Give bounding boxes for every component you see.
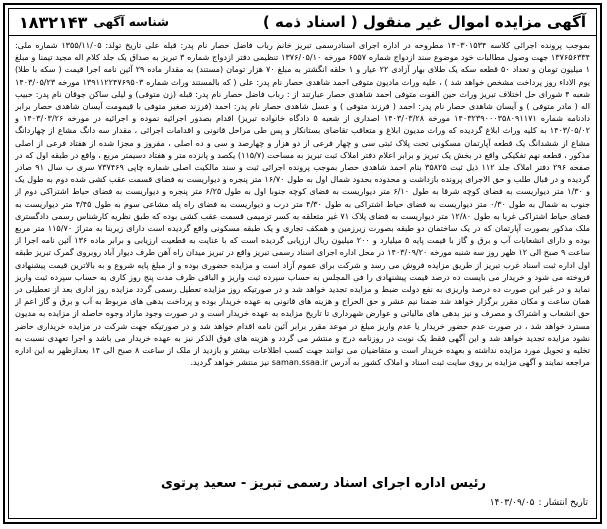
notice-title: آگهی مزایده اموال غیر منقول ( اسناد ذمه )	[262, 13, 586, 31]
notice-frame	[8, 8, 597, 519]
notice-body-text: بموجب پرونده اجرائی کلاسه ۱۴۰۳۰۱۵۳۴ مطروحه در اداره اجرای اسنادرسمی تبریز خانم رباب فاضل حصار نام پدر: قبله علی تاریخ تولد: ۱۳۵۵/۱۱/۰۵ شماره ملی: ۱۳۷۶۵۶۳۳۴ جهت وصول مطالبات خود موضوع سند ازدواج شماره ۶۵۵۷ مورخه ۱۳۷۶/۰۵/۱۰ تنظیمی دفتر ازدواج شماره ۳ تبریز به صداق یک جلد کلام اله مجید تیمنا و مبلغ ۱ میلیون تومان و تعداد ۵۰ قطعه سکه یک طلای بهار آزادی ۲۲ عیار و ۱ حلقه انگشتر به مبلغ ۷۰ هزار تومان (مستند) به مقدار ماده ۲۹ آئین نامه اجرا قیمت ( سکه با طلا) یوم الاداء روز پرداخت مشخص خواهد شد ) ، علیه وراث مادیون متوفی احمد شاهدی حصار نام پدر: علی ( که بالمستند وراث شماره ۱۳۹۱۱۲۲۴۷۶۹۵۰۳ مورخه ۱۴۰۳/۰۵/۲۳ شعبه ۴ شورای حل اختلاف تبریز وراث حین الفوت متوفی احمد شاهدی حصار عبارتند از : رباب فاضل حصار نام پدر: قبله (زن متوفی) و لیلی ساکن جوقان نام پدر: حبیب اله ( مادر متوفی ) و آیسان شاهدی حصار نام پدر: احمد ( فرزند متوفی ) و عسل شاهدی حصار نام پدر: احمد (فرزند صغیر متوفی با قیمومت آیسان شاهدی حصار برابر دادنامه شماره ۱۴۰۳۲۳۹۰۰۰۳۵۸۰۹۱۱۷۱ مورخه ۱۴۰۳/۰۳/۲۸ اصداری از شعبه ۵ دادگاه خانواده تبریز) اقدام بصدور اجرائیه نموده و اجرائیه در مورخه ۱۴۰۳/۰۳/۲۶ و ۱۴۰۳/۰۵/۰۲ به کلیه وراث ابلاغ گردیده که وراث مدیون ابلاغ و متعاقب تقاضای بستانکار و پس طی مراحل قانونی و اقدامات اجرائی ، مقدار سه دانگ مشاع از چهاردانگ مشاع از ششدانگ یک قطعه آپارتمان مسکونی تحت پلاک ثبتی سی و چهار فرعی از دو هزار و چهارصد و سی و ده اصلی ، مفروز و مجزا شده از هفتاد فرعی از اصلی مذکور ، قطعه نهم تفکیکی واقع در بخش یک تبریز و برابر اعلام دفتر املاک ثبت تبریز به مساحت (۱۱۵/۷) یکصد و پانزده متر و هفتاد دسیمتر مربع ، واقع در طبقه اول که در صفحه ۲۹۶ دفتر املاک جلد ۱۱۲ ذیل ثبت ۳۵۸۲۵ بنام احمد شاهدی حصار بموجب پرونده اجرائی ثبت و سند مالکیت اصلی شماره چاپی ۷۳۷۴۶۹ سری ب سال ۹۱ صادر گردیده و در قبال طلب و حق الاجرای پرونده بازداشت و محدوده بحدود شمال اول به طول ۱۶/۷۰ متر پنجره و دیواریست به فضای قسمت عقب کشی شده دوم به طول یک و ۱/۳۰ متر دیواریست به فضای کوچه شرقا به طول ۶/۱۰ متر دیواریست به فضای کوچه جنوبا اول به طول ۶/۲۵ متر پنجره و دیواریست به فضای حیاط اشتراکی دوم از جنوب به شمال به طول ۰/۳۰ متر دیواریست به فضای حیاط اشتراکی به طول ۴/۳۰ متر درب و دیواریست به فضای راه پله مشاعی سوم به طول ۴/۴۵ متر دیواریست به فضای حیاط اشتراکی غربا به طول ۱۲/۸۰ متر دیواریست به فضای پلاک ۷۱ غیر متعلقه به کسر ترمیمی قسمت عقب کشی بوده که طبق نظریه کارشناس رسمی دادگستری ملک مذکور بصورت آپارتمان که در یک ساختمان دو طبقه بصورت زیرزمین و همکف تجاری و یک طبقه مسکونی واقع گردیده است دارای زیربنا به متراژ ۱۱۵/۷۰ متر مربع بوده و دارای انشعابات آب و برق و گاز با قیمت پایه ۵ میلیارد و ۲۰۰ میلیون ریال ارزیابی گردیده است که با عنایت به قطعیت ارزیابی و برابر ماده ۱۳۶ آئین نامه اجرا از ساعت ۹ صبح الی ۱۲ ظهر روز سه شنبه مورخه ۱۴۰۳/۰۹/۲۰ در محل اداره اجرای اسناد رسمی تبریز واقع در تبریز میدان راه آهن طرف دیوار آباد روبروی گمرک تبریز طبقه اول اداره ثبت اسناد غرب تبریز از طریق مزایده فروش می رسد و شرکت برای عموم آزاد است و مزایده حضوری بوده و از مبلغ پایه شروع و به بالاترین قیمت پیشنهادی فروخته می شود و خریدار می بایست ده درصد قیمت پیشنهادی را فی المجلس به حساب سپرده ثبت واریز و الباقی ظرف مدت پنج روز کاری به حساب سپرده ثبت واریز نماید و در غیر این صورت ده درصد واریزی به نفع دولت ضبط و مزایده تجدید خواهد شد و در صورتیکه روز مزایده تعطیل رسمی گردد مزایده روز اداری بعد از تعطیلی در همان ساعت و مکان مقرر برگزار خواهد شد ضمنا نیم عشر و حق الحراج و هزینه های قانونی به عهده خریدار بوده و پرداخت بدهی های مربوط به آب و برق و گاز اعم از حق انشعاب و اشتراک و مصرف و نیز بدهی های مالیاتی و عوارض شهرداری تا تاریخ مزایده به عهده خریدار است و در صورت وجود مازاد وجوه حاصله از مزایده به مدیون مسترد خواهد شد ، در صورت عدم حضور خریدار یا عدم واریز مبلغ در موعد مقرر برابر آئین نامه اقدام خواهد شد و در صورتیکه جهت شرکت در مزایده خریداری حاضر نشود مزایده تجدید خواهد شد و این آگهی فقط یک نوبت در روزنامه درج و منتشر می گردد و هزینه های فوق الذکر نیز به عهده خریدار می باشد و اجرا تعهدی نسبت به تخلیه و تحویل مورد مزایده نداشته و بعهده خریدار است و متقاضیان می توانند جهت کسب اطلاعات بیشتر و بازدید از ملک از ساعت ۸ صبح الی ۱۴ بعدازظهر به این اداره مراجعه نمایند و آگهی مزایده بر روی سایت ثبت اسناد و املاک کشور به آدرس saman.ssaa.ir نیز منتشر خواهد گردید.	[15, 40, 590, 368]
publish-date-value: ۱۴۰۳/۰۹/۰۵	[489, 498, 535, 508]
notice-id-value: ۱۸۳۲۱۴۳	[19, 12, 88, 32]
notice-id	[19, 13, 169, 32]
notice-body	[15, 39, 590, 472]
notice-id-label: شناسه آگهی	[93, 15, 169, 29]
publish-date-label: تاریخ انتشار :	[538, 498, 588, 508]
auction-notice	[3, 3, 602, 524]
notice-footer	[9, 474, 596, 518]
notice-header	[9, 9, 596, 36]
publish-date	[490, 498, 588, 508]
signature: رئیس اداره اجرای اسناد رسمی تبریز - سعید پرتوی	[160, 476, 486, 491]
